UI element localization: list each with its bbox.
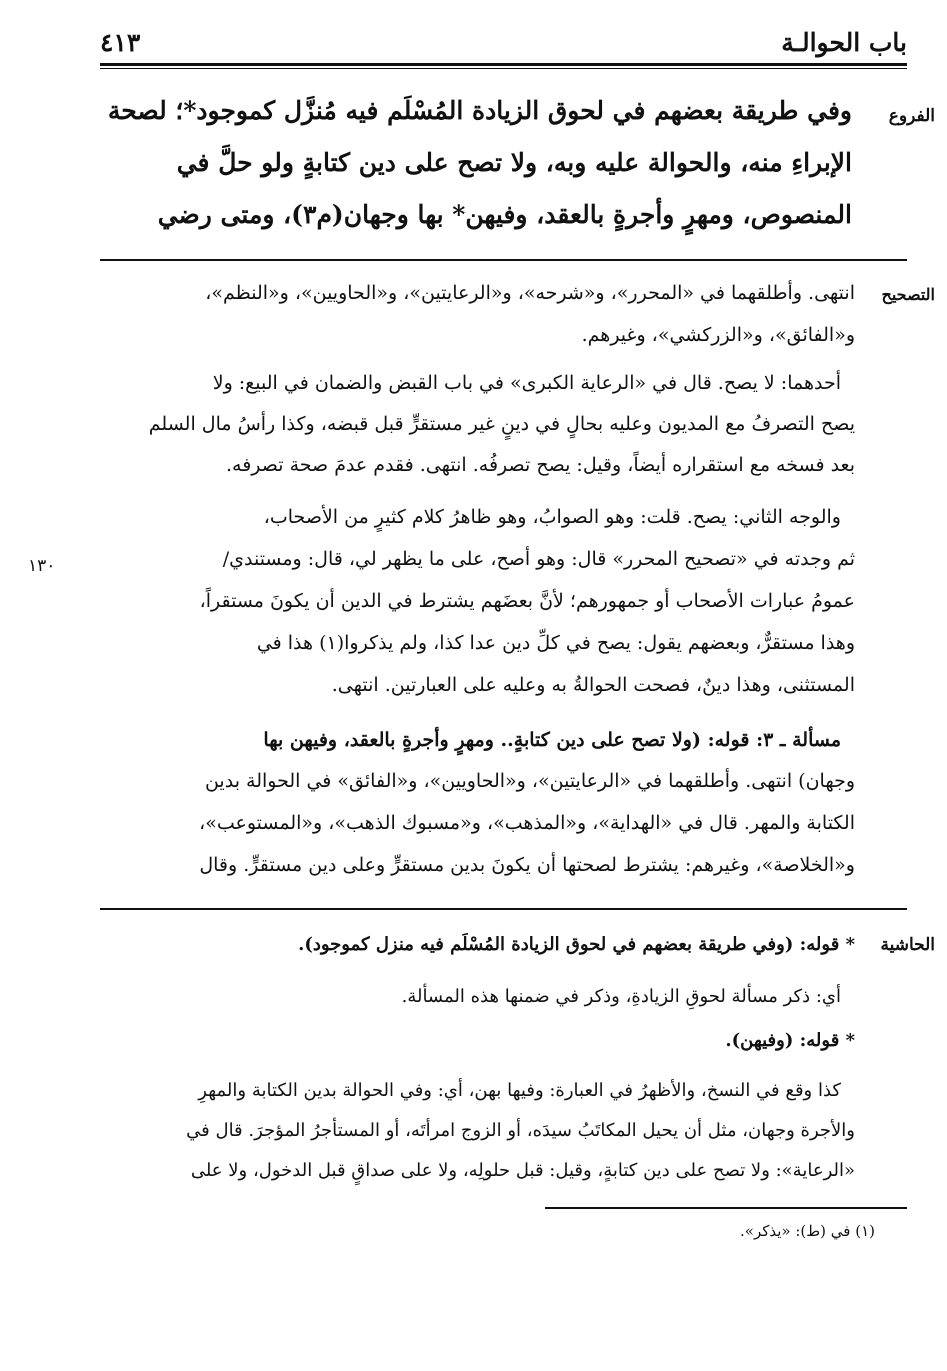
tashih-line: و«الخلاصة»، وغيرهم: يشترط لصحتها أن يكونَ بدين مستقرٍّ وعلى دين مستقرٍّ. وقال [199, 854, 855, 876]
tashih-line: بعد فسخه مع استقراره أيضاً، وقيل: يصح تصرفُه. انتهى. فقدم عدمَ صحة تصرفه. [225, 454, 855, 476]
tashih-line: وجهان) انتهى. وأطلقهما في «الرعايتين»، و«الحاويين»، و«الفائق» في الحوالة بدين [204, 770, 855, 792]
matn-text [95, 94, 852, 264]
header-rule [100, 63, 907, 66]
section-divider [100, 908, 907, 910]
tashih-line: المستثنى، وهذا دينٌ، فصحت الحوالةُ به وعليه على العبارتين. انتهى. [331, 674, 855, 696]
hashiya-line: أي: ذكر مسألة لحوقِ الزيادةِ، وذكر في ضمنها هذه المسألة. [401, 986, 841, 1007]
matn-line: وفي طريقة بعضهم في لحوق الزيادة المُسْلَم فيه مُنزَّل كموجود*؛ لصحة [107, 96, 852, 125]
page-number: ٤١٣ [100, 28, 141, 57]
tashih-side-label: التصحيح [881, 285, 935, 304]
tashih-line: الكتابة والمهر. قال في «الهداية»، و«المذهب»، و«مسبوك الذهب»، و«المستوعب»، [199, 812, 855, 834]
tashih-line: عمومُ عبارات الأصحاب أو جمهورهم؛ لأنَّ بعضَهم يشترط في الدين أن يكونَ مستقراً، [199, 590, 855, 612]
tashih-line: ثم وجدته في «تصحيح المحرر» قال: وهو أصح، على ما يظهر لي، قال: ومستندي/ [222, 548, 855, 570]
hashiya-side-label: الحاشية [880, 935, 935, 955]
footnote-rule [545, 1207, 907, 1209]
hashiya-qawluh: * قوله: (وفي طريقة بعضهم في لحوق الزيادة المُسْلَم فيه منزل كموجود). [298, 934, 855, 955]
tashih-line: انتهى. وأطلقهما في «المحرر»، و«شرحه»، و«الرعايتين»، و«الحاويين»، و«النظم»، [205, 282, 855, 304]
masala-heading-line: مسألة ـ ٣: قوله: (ولا تصح على دين كتابةٍ.. ومهرٍ وأجرةٍ بالعقد، وفيهن بها [263, 729, 841, 751]
tashih-line: وهذا مستقرٌّ، وبعضهم يقول: يصح في كلِّ دين عدا كذا، ولم يذكروا(١) هذا في [256, 632, 855, 654]
tashih-line: و«الفائق»، و«الزركشي»، وغيرهم. [581, 324, 855, 346]
tashih-line: يصح التصرفُ مع المديون وعليه بحالٍ في دينٍ غير مستقرٍّ قبل قبضه، وكذا رأسُ مال السلم [148, 413, 855, 435]
matn-line: المنصوص، ومهرٍ وأجرةٍ بالعقد، وفيهن* بها وجهان(م٣)، ومتى رضي [157, 200, 852, 229]
hashiya-line: كذا وقع في النسخ، والأظهرُ في العبارة: وفيها بهن، أي: وفي الحوالة بدين الكتابة والمهرِ [198, 1080, 841, 1101]
tashih-line: والوجه الثاني: يصح. قلت: وهو الصوابُ، وهو ظاهرُ كلام كثيرٍ من الأصحاب، [263, 506, 841, 528]
header-rule-thin [100, 68, 907, 69]
matn-line: الإبراءِ منه، والحوالة عليه وبه، ولا تصح على دين كتابةٍ ولو حلَّ في [176, 148, 852, 177]
hashiya-text [95, 920, 855, 1210]
hashiya-line: «الرعاية»: ولا تصح على دين كتابةٍ، وقيل: قبل حلولِه، ولا على صداقٍ قبل الدخول، ولا على [190, 1160, 855, 1181]
furu-side-label: الفروع [888, 106, 935, 126]
section-divider [100, 259, 907, 261]
margin-page-number: ١٣٠ [28, 556, 56, 576]
footnote: (١) في (ط): «يذكر». [740, 1222, 875, 1240]
hashiya-qawluh: * قوله: (وفيهن). [725, 1030, 855, 1051]
tashih-line: أحدهما: لا يصح. قال في «الرعاية الكبرى» في باب القبض والضمان في البيع: ولا [212, 372, 841, 394]
tashih-text [95, 270, 855, 900]
hashiya-line: والأجرة وجهان، مثل أن يحيل المكاتَبُ سيدَه، أو الزوج امرأتَه، أو المستأجرُ المؤجرَ. قال في [186, 1120, 855, 1141]
chapter-title: باب الحوالـة [781, 28, 907, 57]
